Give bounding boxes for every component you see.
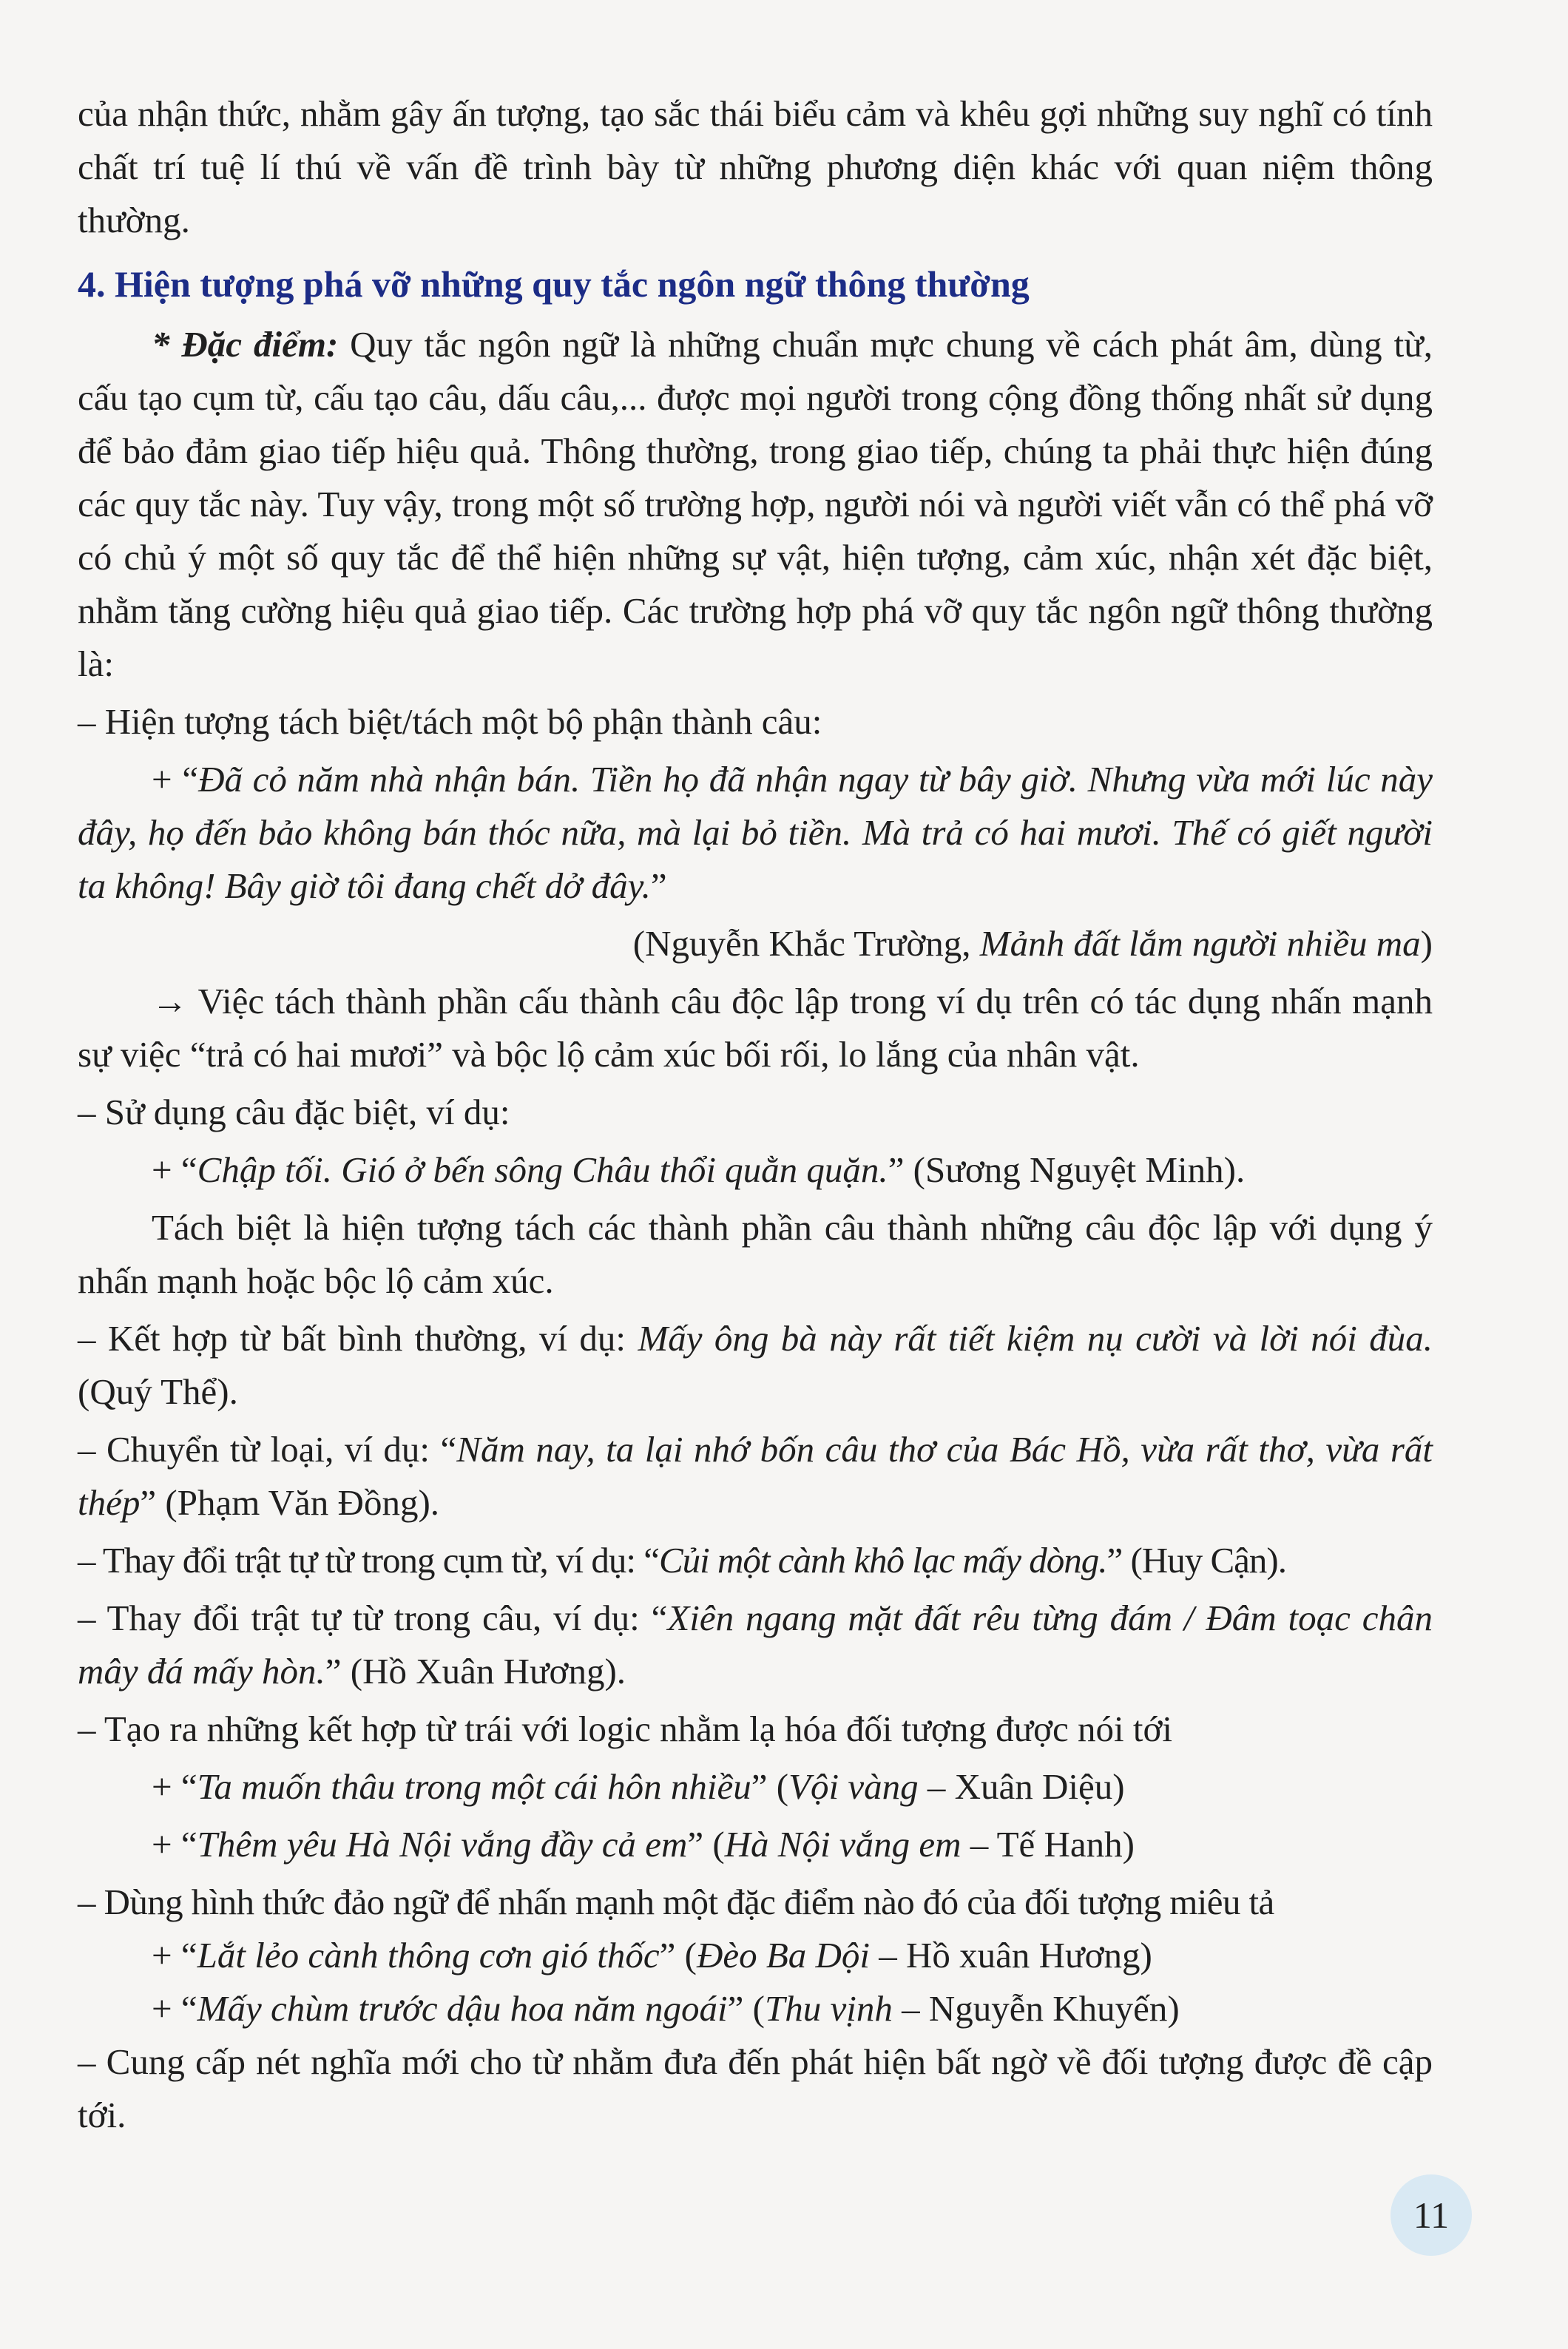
item-text: – Thay đổi trật tự từ trong cụm từ, ví dụ: “ xyxy=(78,1540,659,1581)
item-text: – Chuyển từ loại, ví dụ: “ xyxy=(78,1429,457,1470)
example-source: ” (Phạm Văn Đồng). xyxy=(140,1482,440,1523)
example-text: Mấy ông bà này rất tiết kiệm nụ cười và lời nói đùa. xyxy=(638,1318,1433,1359)
item-text: – Thay đổi trật tự từ trong câu, ví dụ: “ xyxy=(78,1598,668,1638)
list-item: – Dùng hình thức đảo ngữ để nhấn mạnh một đặc điểm nào đó của đối tượng miêu tả xyxy=(78,1882,1274,1922)
example-source: (Quý Thể). xyxy=(78,1371,238,1412)
example-text: Lắt lẻo cành thông cơn gió thốc xyxy=(197,1935,660,1975)
source-author: – Hồ xuân Hương) xyxy=(870,1935,1152,1975)
source-title: Thu vịnh xyxy=(764,1988,893,2029)
source-author: – Tế Hanh) xyxy=(961,1824,1135,1865)
example-quote xyxy=(78,1982,1433,2035)
example-quote xyxy=(78,1929,1433,1982)
source-author: – Xuân Diệu) xyxy=(918,1766,1125,1807)
source-title: Mảnh đất lắm người nhiều ma xyxy=(979,923,1421,964)
intro-paragraph: của nhận thức, nhằm gây ấn tượng, tạo sắc thái biểu cảm và khêu gợi những suy nghĩ có tính chất trí tuệ lí thú về vấn đề trình bày từ những phương diện khác với quan niệm thông thường. xyxy=(78,93,1433,240)
source-title: Đèo Ba Dội xyxy=(696,1935,871,1975)
example-text: Xiên ngang mặt đất rêu từng đám / Đâm toạc chân mây đá mấy hòn. xyxy=(78,1598,1433,1691)
list-item: – Cung cấp nét nghĩa mới cho từ nhằm đưa đến phát hiện bất ngờ về đối tượng được đề cập tới. xyxy=(78,2041,1433,2135)
quote-mark: + “ xyxy=(152,1824,197,1865)
example-text: Năm nay, ta lại nhớ bốn câu thơ của Bác Hồ, vừa rất thơ, vừa rất thép xyxy=(78,1429,1433,1523)
source-close: ) xyxy=(1420,923,1433,964)
list-item xyxy=(78,1592,1433,1698)
quote-mark: + “ xyxy=(152,1988,197,2029)
feature-label: * Đặc điểm: xyxy=(152,324,339,365)
example-text: Chập tối. Gió ở bến sông Châu thổi quằn quặn. xyxy=(197,1149,888,1190)
section-heading: 4. Hiện tượng phá vỡ những quy tắc ngôn ngữ thông thường xyxy=(78,263,1030,305)
quote-mark: + “ xyxy=(152,1149,197,1190)
quote-mark: + “ xyxy=(152,1766,197,1807)
example-text: Thêm yêu Hà Nội vắng đầy cả em xyxy=(197,1824,688,1865)
example-quote xyxy=(78,753,1433,913)
list-item xyxy=(78,1534,1433,1587)
example-source: ” (Sương Nguyệt Minh). xyxy=(888,1149,1246,1190)
source-title: Hà Nội vắng em xyxy=(724,1824,962,1865)
example-note: Tách biệt là hiện tượng tách các thành phần câu thành những câu độc lập với dụng ý nhấn mạnh hoặc bộc lộ cảm xúc. xyxy=(78,1207,1433,1301)
example-source xyxy=(78,917,1433,970)
quote-mark: + “ xyxy=(152,1935,197,1975)
example-source: ” (Hồ Xuân Hương). xyxy=(325,1651,626,1691)
example-text: Củi một cành khô lạc mấy dòng. xyxy=(659,1540,1107,1581)
example-text: Mấy chùm trước dậu hoa năm ngoái xyxy=(197,1988,728,2029)
source-author: (Nguyễn Khắc Trường, xyxy=(632,923,980,964)
example-text: Đã cỏ năm nhà nhận bán. Tiền họ đã nhận ngay từ bây giờ. Nhưng vừa mới lúc này đây, họ đến bảo không bán thóc nữa, mà lại bỏ tiền. Mà trả có hai mươi. Thế có giết người ta không! Bây giờ tôi đang chết dở đây. xyxy=(78,759,1433,906)
item-text: – Kết hợp từ bất bình thường, ví dụ: xyxy=(78,1318,638,1359)
list-item: – Hiện tượng tách biệt/tách một bộ phận thành câu: xyxy=(78,701,822,742)
quote-mark: ” ( xyxy=(727,1988,765,2029)
source-author: – Nguyễn Khuyến) xyxy=(892,1988,1180,2029)
list-item xyxy=(78,1423,1433,1530)
list-item: – Sử dụng câu đặc biệt, ví dụ: xyxy=(78,1092,510,1132)
example-quote xyxy=(78,1760,1433,1814)
example-text: Ta muốn thâu trong một cái hôn nhiều xyxy=(197,1766,751,1807)
example-quote xyxy=(78,1818,1433,1871)
example-quote xyxy=(78,1143,1433,1197)
list-item xyxy=(78,1312,1433,1419)
example-note: → Việc tách thành phần cấu thành câu độc lập trong ví dụ trên có tác dụng nhấn mạnh sự việc “trả có hai mươi” và bộc lộ cảm xúc bối rối, lo lắng của nhân vật. xyxy=(78,981,1433,1075)
page-number: 11 xyxy=(1390,2174,1472,2256)
quote-mark: ” ( xyxy=(687,1824,725,1865)
feature-paragraph xyxy=(78,318,1433,691)
quote-mark: ” xyxy=(650,865,667,906)
source-title: Vội vàng xyxy=(788,1766,919,1807)
feature-text: Quy tắc ngôn ngữ là những chuẩn mực chung về cách phát âm, dùng từ, cấu tạo cụm từ, cấu tạo câu, dấu câu,... được mọi người trong cộng đồng thống nhất sử dụng để bảo đảm giao tiếp hiệu quả. Thông thường, trong giao tiếp, chúng ta phải thực hiện đúng các quy tắc này. Tuy vậy, trong một số trường hợp, người nói và người viết vẫn có thể phá vỡ có chủ ý một số quy tắc để thể hiện những sự vật, hiện tượng, cảm xúc, nhận xét đặc biệt, nhằm tăng cường hiệu quả giao tiếp. Các trường hợp phá vỡ quy tắc ngôn ngữ thông thường là: xyxy=(78,324,1433,684)
quote-mark: ” ( xyxy=(751,1766,789,1807)
page-body xyxy=(78,87,1433,2146)
quote-mark: + “ xyxy=(152,759,199,800)
example-source: ” (Huy Cận). xyxy=(1106,1540,1286,1581)
list-item: – Tạo ra những kết hợp từ trái với logic nhằm lạ hóa đối tượng được nói tới xyxy=(78,1708,1173,1749)
quote-mark: ” ( xyxy=(659,1935,697,1975)
